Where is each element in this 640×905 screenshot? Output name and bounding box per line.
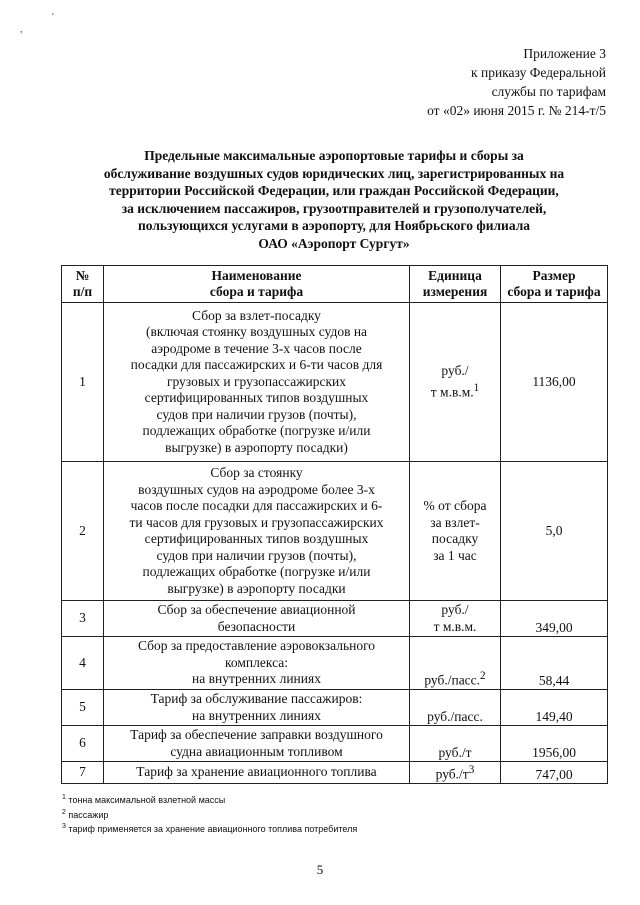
appendix-line: службы по тарифам: [491, 84, 606, 99]
title-line: обслуживание воздушных судов юридических лиц, зарегистрированных на: [103, 165, 565, 181]
row-size: 5,0: [501, 462, 608, 601]
row-unit: руб./пасс.: [410, 690, 501, 726]
footnote: $^2$ пассажир: [62, 808, 109, 820]
appendix-line: от «02» июня 2015 г. № 214-т/5: [427, 103, 606, 118]
row-name: Тариф за обслуживание пассажиров: на внутренних линиях: [104, 690, 410, 726]
row-name: Сбор за обеспечение авиационной безопасности: [104, 601, 410, 637]
row-size: 1956,00: [501, 726, 608, 762]
row-number: 6: [62, 726, 104, 762]
table-row: [62, 462, 608, 601]
title-line: Предельные максимальные аэропортовые тарифы и сборы за: [144, 148, 524, 163]
title-line: территории Российской Федерации, или граждан Российской Федерации,: [109, 183, 559, 198]
row-size: 747,00: [501, 762, 608, 784]
page-number: 5: [316, 862, 324, 877]
row-number: 2: [62, 462, 104, 601]
row-name: Тариф за хранение авиационного топлива: [104, 762, 410, 784]
appendix-reference: [427, 44, 606, 120]
scan-mark-top: ': [52, 12, 54, 23]
appendix-line: Приложение 3: [523, 46, 606, 61]
title-line: за исключением пассажиров, грузоотправителей и грузополучателей,: [121, 200, 547, 216]
row-unit: $руб./т^3$: [410, 762, 501, 784]
footnote-ref: 1: [473, 381, 480, 394]
table-header-row: [62, 266, 608, 303]
title-line: пользующихся услугами в аэропорту, для Ноябрьского филиала: [137, 218, 531, 233]
footnote-ref: 2: [480, 670, 486, 682]
row-unit: руб./пасс.$^2$: [410, 637, 501, 690]
header-name: Наименование сбора и тарифа: [104, 266, 410, 303]
footnotes: [62, 792, 357, 836]
footnote: $^3$ тариф применяется за хранение авиационного топлива потребителя: [62, 823, 358, 834]
row-number: 7: [62, 762, 104, 784]
row-name: Сбор за стоянку воздушных судов на аэродроме более 3-х часов после посадки для пассажирских и 6- ти часов для грузовых и грузопассажирских сертифицированных типов воздушных судов при наличии грузов (почты), подлежащих обработке (погрузке и/или выгрузке) в аэропорту посадки: [104, 462, 410, 601]
row-unit: руб./т: [410, 726, 501, 762]
row-number: 1: [62, 303, 104, 462]
row-unit: руб./ т м.в.м.$^1$: [410, 303, 501, 462]
row-unit: % от сбора за взлет- посадку за 1 час: [410, 462, 501, 601]
row-size: 1136,00: [501, 303, 608, 462]
header-num: № п/п: [62, 266, 104, 303]
table-row: [62, 762, 608, 784]
table-row: [62, 303, 608, 462]
header-size: Размер сбора и тарифа: [501, 266, 608, 303]
row-number: 3: [62, 601, 104, 637]
table-row: [62, 690, 608, 726]
document-title: [60, 147, 608, 252]
tariff-table: [61, 265, 608, 784]
appendix-line: к приказу Федеральной: [471, 65, 606, 80]
table-row: [62, 601, 608, 637]
row-number: 5: [62, 690, 104, 726]
row-unit: руб./ т м.в.м.: [410, 601, 501, 637]
row-name: Тариф за обеспечение заправки воздушного судна авиационным топливом: [104, 726, 410, 762]
scan-mark-left: ,: [20, 24, 23, 35]
row-name: Сбор за взлет-посадку (включая стоянку воздушных судов на аэродроме в течение 3-х часов после посадки для пассажирских и 6-ти часов для грузовых и грузопассажирских сертифицированных типов воздушных судов при наличии грузов (почты), подлежащих обработке (погрузке и/или выгрузке) в аэропорту посадки): [104, 303, 410, 462]
row-size: 58,44: [501, 637, 608, 690]
table-row: [62, 637, 608, 690]
row-name: Сбор за предоставление аэровокзального комплекса: на внутренних линиях: [104, 637, 410, 690]
table-row: [62, 726, 608, 762]
footnote: $^1$ тонна максимальной взлетной массы: [62, 794, 226, 805]
row-number: 4: [62, 637, 104, 690]
title-line: ОАО «Аэропорт Сургут»: [258, 235, 410, 251]
row-size: 149,40: [501, 690, 608, 726]
footnote-ref: 3: [468, 764, 475, 776]
header-unit: Единица измерения: [410, 266, 501, 303]
row-size: 349,00: [501, 601, 608, 637]
